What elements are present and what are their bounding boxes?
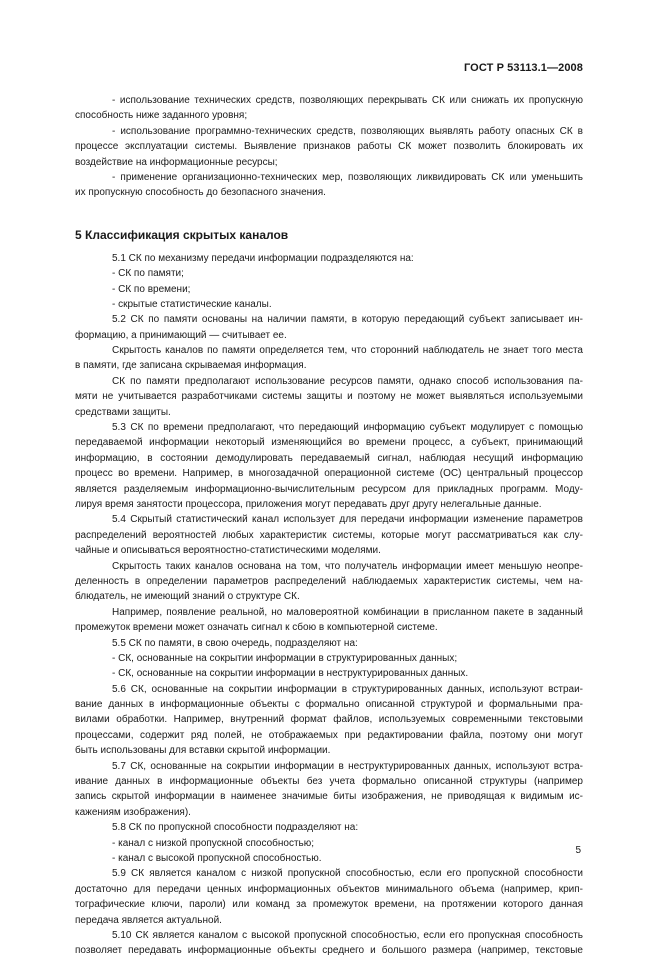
list-item: - СК по памяти; [112, 268, 184, 280]
text-line: быть использованы для вставки скрытой информации. [75, 745, 331, 757]
text-line: 5.4 Скрытый статистический канал использует для передачи информации изменение параметров [112, 514, 583, 526]
text-line: ивание данных в информационные объекты без учета формально описанной структуры (например [75, 776, 583, 788]
section-body [75, 251, 583, 959]
text-line: информацию, в состоянии демодулировать передаваемый сигнал, наблюдая несущий информацию [75, 452, 583, 464]
text-line: воздействие на информационные ресурсы; [75, 156, 278, 168]
text-line: передаваемой информации некоторый изменяющийся во времени процесс, а субъект, принимающий [75, 437, 583, 449]
text-line: вилами обработки. Например, внутренний формат файлов, используемых современными текстовыми [75, 714, 583, 726]
text-line: формацию, а принимающий — считывает ее. [75, 329, 287, 341]
text-line: способность ниже заданного уровня; [75, 110, 248, 122]
text-line: их пропускную способность до безопасного значения. [75, 187, 326, 199]
page-number: 5 [575, 845, 581, 856]
text-line: деленность в определении параметров распределений наблюдаемых характеристик системы, чем на- [75, 575, 583, 587]
list-item: - СК, основанные на сокрытии информации в неструктурированных данных. [112, 668, 469, 680]
text-line: достаточно для передачи ценных информационных объектов минимального объема (например, крип- [75, 883, 583, 895]
section-title: 5 Классификация скрытых каналов [75, 227, 289, 242]
text-line: 5.1 СК по механизму передачи информации подразделяются на: [112, 252, 414, 264]
list-item: - канал с высокой пропускной способностью. [112, 852, 322, 864]
text-line: 5.2 СК по памяти основаны на наличии памяти, в которую передающий субъект записывает ин- [112, 314, 583, 326]
list-item: - канал с низкой пропускной способностью; [112, 837, 315, 849]
text-line: 5.3 СК по времени предполагают, что передающий информацию субъект модулирует с помощью [112, 422, 583, 434]
text-line: вание данных в информационные объекты с формально описанной структурой и формальными пра- [75, 699, 583, 711]
spacer [75, 201, 583, 226]
text-line: лируя время занятости процессора, приложения могут передавать друг другу нелегальные данные. [75, 498, 542, 510]
text-line: блюдатель, не имеющий знаний о структуре СК. [75, 591, 300, 603]
text-line: Скрытость таких каналов основана на том, что получатель информации имеет меньшую неопре- [112, 560, 583, 572]
text-line: процессе эксплуатации системы. Выявление признаков работы СК может позволить блокировать их [75, 141, 583, 153]
text-line: мяти не учитывается разработчиками системы защиты и поэтому не может выявляться используемыми [75, 391, 583, 403]
text-line: 5.7 СК, основанные на сокрытии информации в неструктурированных данных, используют встра- [112, 760, 583, 772]
text-line: 5.6 СК, основанные на сокрытии информации в структурированных данных, используют встраи- [112, 683, 583, 695]
page-content [75, 93, 583, 959]
text-line: СК по памяти предполагают использование ресурсов памяти, однако способ использования па- [112, 375, 583, 387]
list-item: - СК, основанные на сокрытии информации в структурированных данных; [112, 652, 458, 664]
text-line: процессами, содержит ряд полей, не отображаемых при редактировании файла, поэтому они могут [75, 729, 583, 741]
text-line: 5.8 СК по пропускной способности подразделяют на: [112, 822, 359, 834]
text-line: тографические ключи, пароли) или команд за промежуток времени, на протяжении которого данная [75, 899, 583, 911]
text-line: чайные и описываться вероятностно-статистическими моделями. [75, 545, 381, 557]
text-line: промежуток времени может означать сигнал к сбою в компьютерной системе. [75, 622, 438, 634]
text-line: средствами защиты. [75, 406, 171, 418]
text-line: 5.9 СК является каналом с низкой пропускной способностью, если его пропускной способности [112, 868, 583, 880]
text-line: распределений вероятностей любых характеристик системы, которые могут рассматриваться как слу- [75, 529, 583, 541]
text-line: 5.5 СК по памяти, в свою очередь, подразделяют на: [112, 637, 358, 649]
text-line: запись скрытой информации в наименее значимые биты изображения, не приводящая к видимым ис- [75, 791, 583, 803]
text-line: является разделяемым информационно-вычислительным ресурсом для прикладных программ. Моду- [75, 483, 583, 495]
text-line: кажениям изображения). [75, 806, 191, 818]
list-item: - СК по времени; [112, 283, 191, 295]
text-line: позволяет передавать информационные объекты среднего и большого размера (например, текстовые [75, 945, 583, 957]
text-line: 5.10 СК является каналом с высокой пропускной способностью, если его пропускная способность [112, 929, 583, 941]
list-item: - скрытые статистические каналы. [112, 298, 272, 310]
text-line: Скрытость каналов по памяти определяется тем, что сторонний наблюдатель не знает того места [112, 345, 583, 357]
text-line: передача является актуальной. [75, 914, 222, 926]
text-line: процесс во времени. Например, в многозадачной операционной системе (ОС) центральный процессор [75, 468, 583, 480]
document-id: ГОСТ Р 53113.1—2008 [463, 62, 583, 74]
text-line: в памяти, где записана скрываемая информация. [75, 360, 307, 372]
text-line: - использование программно-технических средств, позволяющих выявлять работу опасных СК в [112, 125, 583, 137]
spacer [75, 244, 583, 251]
text-line: - использование технических средств, позволяющих перекрывать СК или снижать их пропускную [112, 95, 583, 106]
text-line: - применение организационно-технических мер, позволяющих ликвидировать СК или уменьшить [112, 171, 583, 183]
text-line: Например, появление реальной, но маловероятной комбинации в присланном пакете в заданный [112, 606, 583, 618]
